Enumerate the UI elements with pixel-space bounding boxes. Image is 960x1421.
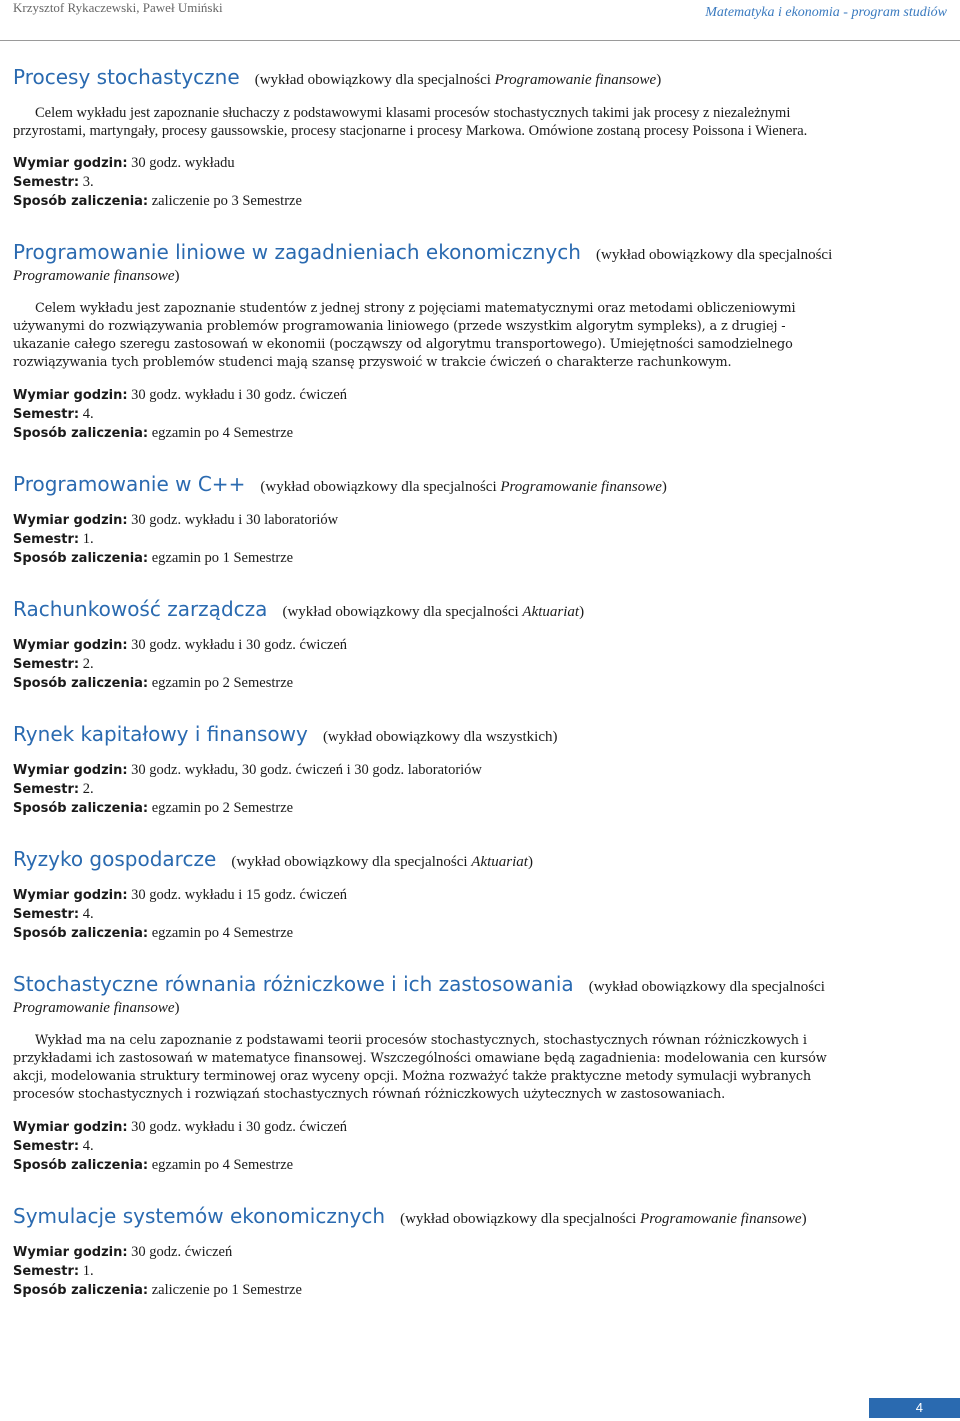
assessment-row: Sposób zaliczenia: egzamin po 4 Semestrze [13, 425, 294, 441]
hours-row: Wymiar godzin: 30 godz. wykładu i 30 godz. ćwiczeń [13, 387, 348, 403]
course-heading [13, 596, 833, 622]
specialization-name: Programowanie finansowe [494, 72, 657, 88]
course-description: Celem wykładu jest zapoznanie studentów z jednej strony z pojęciami matematycznymi oraz metodami obliczeniowymi używanymi do rozwiązywania problemów programowania liniowego (przede wszystkim algorytm sympleks), a z drugiej - ukazanie całego szeregu zastosowań w ekonomii (począwszy od algorytmu transportowego). Umiejętności samodzielnego rozwiązywania tych problemów studenci mają szansę przyswoić w trakcie ćwiczeń o charakterze rachunkowym. [13, 301, 796, 370]
course-section [13, 239, 833, 443]
hours-row: Wymiar godzin: 30 godz. wykładu i 30 laboratoriów [13, 512, 339, 528]
specialization-name: Programowanie finansowe [640, 1211, 802, 1227]
assessment-row: Sposób zaliczenia: egzamin po 4 Semestrze [13, 925, 294, 941]
course-details [13, 386, 833, 443]
assessment-row: Sposób zaliczenia: egzamin po 2 Semestrze [13, 800, 294, 816]
hours-row: Wymiar godzin: 30 godz. wykładu i 15 godz. ćwiczeń [13, 887, 348, 903]
assessment-value: egzamin po 4 Semestrze [151, 425, 294, 441]
page-header [0, 0, 960, 41]
semester-row: Semestr: 1. [13, 531, 94, 547]
course-details [13, 886, 833, 943]
assessment-value: egzamin po 4 Semestrze [151, 1157, 294, 1173]
specialization-name: Programowanie finansowe [500, 479, 662, 495]
course-section [13, 1203, 833, 1300]
hours-row: Wymiar godzin: 30 godz. wykładu, 30 godz. ćwiczeń i 30 godz. laboratoriów [13, 762, 482, 778]
course-status-note: (wykład obowiązkowy dla specjalności Programowanie finansowe) [13, 247, 833, 284]
specialization-name: Aktuariat [522, 604, 580, 620]
hours-row: Wymiar godzin: 30 godz. wykładu i 30 godz. ćwiczeń [13, 637, 348, 653]
course-status-note: (wykład obowiązkowy dla specjalności Programowanie finansowe) [13, 979, 825, 1016]
semester-value: 4. [82, 906, 94, 922]
course-list [13, 64, 833, 1328]
header-program-title: Matematyka i ekonomia - program studiów [705, 5, 947, 20]
semester-value: 3. [82, 174, 94, 190]
hours-row: Wymiar godzin: 30 godz. wykładu i 30 godz. ćwiczeń [13, 1119, 348, 1135]
course-status-note: (wykład obowiązkowy dla specjalności Programowanie finansowe) [260, 479, 667, 495]
hours-value: 30 godz. wykładu i 15 godz. ćwiczeń [131, 887, 348, 903]
assessment-value: zaliczenie po 3 Semestrze [151, 193, 302, 209]
course-heading [13, 721, 833, 747]
specialization-name: Programowanie finansowe [13, 1000, 175, 1016]
semester-row: Semestr: 1. [13, 1263, 94, 1279]
course-description: Wykład ma na celu zapoznanie z podstawami teorii procesów stochastycznych, stochastycznych równan różniczkowych i przykładami ich zastosowań w matematyce finansowej. Wszczególności omawiane będą zagadnienia: modelowania cen kursów akcji, modelowania struktury terminowej oraz wyceny opcji. Można rozważyć także praktyczne metody symulacji wybranych procesów stochastycznych i rozwiązań stochastycznych równań różniczkowych użytecznych w zastosowaniach. [13, 1033, 827, 1102]
semester-value: 2. [82, 656, 94, 672]
course-title: Programowanie w C++ [13, 472, 246, 496]
course-title: Symulacje systemów ekonomicznych [13, 1204, 386, 1228]
course-heading [13, 239, 833, 286]
semester-value: 1. [82, 1263, 94, 1279]
assessment-row: Sposób zaliczenia: egzamin po 4 Semestrze [13, 1157, 294, 1173]
course-title: Rachunkowość zarządcza [13, 597, 268, 621]
page-number: 4 [869, 1398, 960, 1418]
hours-row: Wymiar godzin: 30 godz. wykładu [13, 155, 235, 171]
course-heading [13, 846, 833, 872]
course-title: Programowanie liniowe w zagadnieniach ekonomicznych [13, 240, 581, 264]
assessment-value: egzamin po 2 Semestrze [151, 800, 294, 816]
course-section [13, 846, 833, 943]
assessment-value: egzamin po 4 Semestrze [151, 925, 294, 941]
hours-value: 30 godz. wykładu i 30 godz. ćwiczeń [131, 637, 348, 653]
course-status-note: (wykład obowiązkowy dla wszystkich) [322, 729, 558, 745]
course-status-note: (wykład obowiązkowy dla specjalności Programowanie finansowe) [400, 1211, 807, 1227]
course-section [13, 971, 833, 1175]
course-details [13, 1243, 833, 1300]
course-heading [13, 64, 833, 90]
assessment-row: Sposób zaliczenia: egzamin po 2 Semestrze [13, 675, 294, 691]
assessment-value: egzamin po 1 Semestrze [151, 550, 294, 566]
course-heading [13, 1203, 833, 1229]
course-details [13, 1118, 833, 1175]
semester-row: Semestr: 4. [13, 906, 94, 922]
assessment-row: Sposób zaliczenia: zaliczenie po 3 Semestrze [13, 193, 302, 209]
semester-value: 1. [82, 531, 94, 547]
assessment-value: egzamin po 2 Semestrze [151, 675, 294, 691]
hours-value: 30 godz. ćwiczeń [131, 1244, 233, 1260]
course-details [13, 511, 833, 568]
semester-row: Semestr: 3. [13, 174, 94, 190]
hours-value: 30 godz. wykładu i 30 godz. ćwiczeń [131, 387, 348, 403]
specialization-name: Aktuariat [471, 854, 528, 870]
course-title: Procesy stochastyczne [13, 65, 240, 89]
assessment-row: Sposób zaliczenia: zaliczenie po 1 Semestrze [13, 1282, 302, 1298]
hours-value: 30 godz. wykładu i 30 laboratoriów [131, 512, 339, 528]
hours-value: 30 godz. wykładu, 30 godz. ćwiczeń i 30 godz. laboratoriów [131, 762, 482, 778]
course-title: Ryzyko gospodarcze [13, 847, 217, 871]
course-section [13, 471, 833, 568]
specialization-name: Programowanie finansowe [13, 268, 175, 284]
course-description: Celem wykładu jest zapoznanie słuchaczy z podstawowymi klasami procesów stochastycznych takimi jak procesy z niezależnymi przyrostami, martyngały, procesy gaussowskie, procesy stacjonarne i procesy Markowa. Omówione zostaną procesy Poissona i Wienera. [13, 105, 808, 139]
semester-value: 2. [82, 781, 94, 797]
semester-row: Semestr: 4. [13, 406, 94, 422]
semester-row: Semestr: 2. [13, 781, 94, 797]
assessment-value: zaliczenie po 1 Semestrze [151, 1282, 302, 1298]
assessment-row: Sposób zaliczenia: egzamin po 1 Semestrze [13, 550, 294, 566]
course-status-note: (wykład obowiązkowy dla specjalności Programowanie finansowe) [254, 72, 662, 88]
semester-value: 4. [82, 1138, 94, 1154]
course-details [13, 636, 833, 693]
course-details [13, 761, 833, 818]
semester-row: Semestr: 2. [13, 656, 94, 672]
course-section [13, 721, 833, 818]
hours-value: 30 godz. wykładu i 30 godz. ćwiczeń [131, 1119, 348, 1135]
course-heading [13, 971, 833, 1018]
header-authors: Krzysztof Rykaczewski, Paweł Umiński [13, 0, 223, 15]
course-title: Stochastyczne równania różniczkowe i ich zastosowania [13, 972, 574, 996]
semester-value: 4. [82, 406, 94, 422]
course-status-note: (wykład obowiązkowy dla specjalności Aktuariat) [282, 604, 585, 620]
course-title: Rynek kapitałowy i finansowy [13, 722, 308, 746]
hours-row: Wymiar godzin: 30 godz. ćwiczeń [13, 1244, 233, 1260]
hours-value: 30 godz. wykładu [131, 155, 235, 171]
course-details [13, 154, 833, 211]
course-section [13, 64, 833, 211]
course-status-note: (wykład obowiązkowy dla specjalności Aktuariat) [231, 854, 533, 870]
course-heading [13, 471, 833, 497]
course-section [13, 596, 833, 693]
semester-row: Semestr: 4. [13, 1138, 94, 1154]
